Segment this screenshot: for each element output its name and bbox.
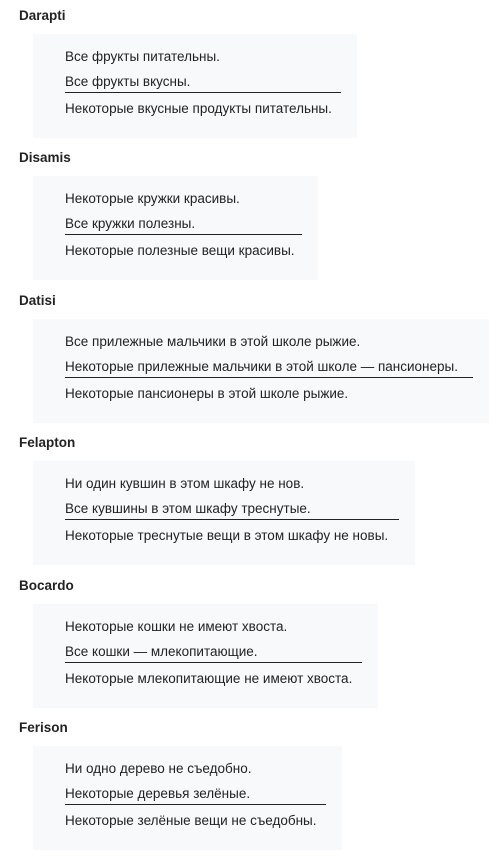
premise-minor: Все фрукты вкусны. [65, 73, 341, 93]
syllogism-title-felapton: Felapton [19, 435, 76, 450]
premise-major: Ни одно дерево не съедобно. [65, 761, 252, 776]
premise-minor: Все кувшины в этом шкафу треснутые. [65, 500, 399, 520]
premise-major: Ни один кувшин в этом шкафу не нов. [65, 476, 305, 491]
syllogism-box-bocardo [33, 604, 378, 708]
premise-major: Все фрукты питательны. [65, 49, 220, 64]
conclusion: Некоторые млекопитающие не имеют хвоста. [65, 671, 353, 686]
premise-major: Все прилежные мальчики в этой школе рыжие. [65, 334, 361, 349]
syllogism-box-datisi [33, 319, 489, 423]
syllogism-box-darapti [33, 34, 357, 138]
conclusion: Некоторые полезные вещи красивы. [65, 243, 295, 258]
premise-major: Некоторые кошки не имеют хвоста. [65, 619, 288, 634]
conclusion: Некоторые пансионеры в этой школе рыжие. [65, 386, 349, 401]
premise-minor: Все кошки — млекопитающие. [65, 643, 362, 663]
conclusion: Некоторые треснутые вещи в этом шкафу не новы. [65, 528, 389, 543]
syllogism-box-disamis [33, 176, 318, 280]
syllogism-box-felapton [33, 461, 415, 565]
syllogism-title-disamis: Disamis [19, 150, 71, 165]
syllogism-box-ferison [33, 746, 342, 850]
premise-minor: Все кружки полезны. [65, 215, 302, 235]
premise-minor: Некоторые прилежные мальчики в этой школе — пансионеры. [65, 358, 473, 378]
syllogism-title-darapti: Darapti [19, 8, 66, 23]
syllogism-title-ferison: Ferison [19, 720, 68, 735]
conclusion: Некоторые вкусные продукты питательны. [65, 101, 332, 116]
conclusion: Некоторые зелёные вещи не съедобны. [65, 813, 317, 828]
syllogism-title-datisi: Datisi [19, 293, 56, 308]
premise-minor: Некоторые деревья зелёные. [65, 785, 326, 805]
premise-major: Некоторые кружки красивы. [65, 191, 240, 206]
syllogism-title-bocardo: Bocardo [19, 578, 74, 593]
